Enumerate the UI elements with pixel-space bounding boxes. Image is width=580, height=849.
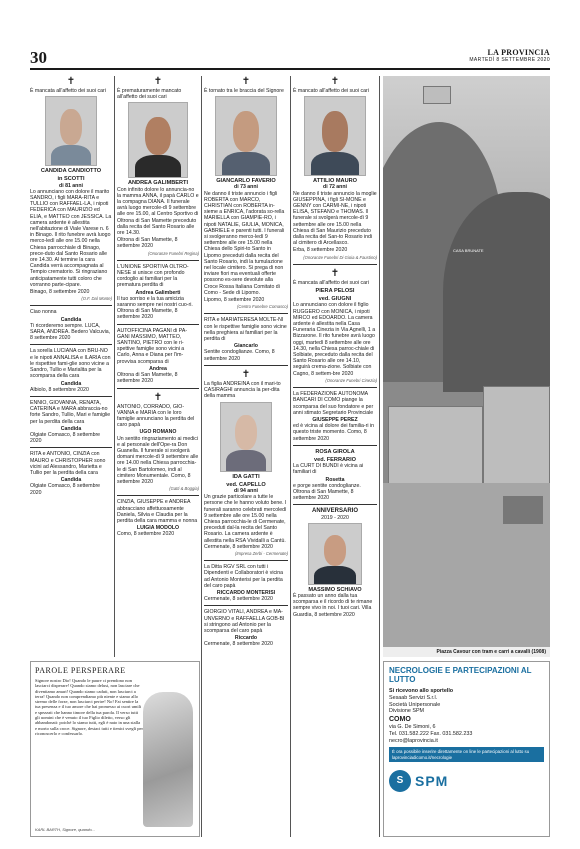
ad-company: Sesaab Servizi S.r.l. [389,694,438,701]
notice-body: È passato un anno dalla tua scomparsa e il ricordo di te rimane sempre vivo in noi. I tuoi cari. Villa Guardia, 8 settembre 2020 [293,592,373,618]
obituary-column-2 [117,76,199,657]
portrait-photo [220,402,272,472]
portrait-photo [215,96,277,176]
notice-text: La sorella LUCIANA con BRU-NO e le nipoti ANNALISA e ILARIA con le rispettive fami-glie sono vicine a Sandro, Tullio e Marialita per la scomparsa della cara [30,348,111,380]
notice-name: LUIGIA MODOLO [136,525,180,532]
photo-caption: Piazza Cavour con tram e carri a cavalli (1908) [383,647,550,657]
obituary-column-4 [293,76,377,837]
column-divider [114,76,115,657]
notice-place-date: Erba, 8 settembre 2020 [293,247,348,254]
notice-body: Ne danno il triste annuncio la moglie GIUSEPPINA, i figli SI-MONE e GENNY con CARMI-NE, i nipoti ELISA, STEFANO e THOMAS. Il funerale si svolgerà mercole-dì 9 settembre alle ore 15.00 nella Chiesa di San Maurizio preceduto dalla recita del San-to Rosario indi al cimitero di Arcellasco. [293,190,377,247]
notice-text: GIORGIO VITALI, ANDREA e MA-UNVERNO e RAFFAELLA GOB-BI si stringono ad Antonio per la scomparsa del caro papà [204,609,285,634]
notice-place-date: Olgiate Comasco, 8 settembre 2020 [30,431,101,445]
anniversary-years: 2019 - 2020 [321,514,349,521]
notice-place-date: Oltrona di San Mamette, 8 settembre 2020 [117,237,178,250]
funeral-home-credit: (Onoranze Funebri Regina) [148,250,199,256]
deceased-name: PIERA PELOSI [315,288,355,295]
notice-text: La figlia ANDREINA con il mari-to CASIRAGHI annuncia la per-dita della mamma [204,380,281,400]
notice-body: Con infinito dolore lo annuncia-no la mamma ANNA, il papà CARLO e la compagna DIANA. Il funerale avrà luogo mercole-dì 9 settembre alle ore 15.00, al Centro Sportivo di Oltrona di San Mamette preceduto dalla recita del Santo Rosario alle ore 14.30. [117,186,199,237]
cross-icon: ✝ [66,76,76,87]
notice-text: La FEDERAZIONE AUTONOMA BANCARI DI COMO piange la scomparsa del suo fondatore e per anni stimato Segretario Provinciale [293,391,374,416]
notice-text: ed è vicina al dolore dei familia-ri in questo triste momento. Como, 8 settembre 2020 [293,423,375,442]
notice-place-date: Albiolo, 8 settembre 2020 [30,386,89,393]
notice-text: Il tuo sorriso e la tua amicizia saranno sempre nei nostri cuo-ri. Oltrona di San Mamette, 8 settembre 2020 [117,295,193,321]
notice-text: Un sentito ringraziamento ai medici e al personale dell'Ope-ra Don Guanella. Il funerale si svolgerà domani mercole-dì 9 settembre alle ore 14.00 nella Chiesa parrocchia-le di San Bartolomeo, indi al cimitero Monumentale. Como, 8 settembre 2020 [117,435,199,485]
ad-lead: Si ricevono allo sportello [389,688,454,694]
opening-line: È mancata all'affetto dei suoi cari [30,88,106,94]
notice-place-date: Olgiate Comasco, 8 settembre 2020 [30,483,101,496]
funeral-home-credit: (Onoranze Funebri Cinezia) [325,377,377,383]
notice-name: Rosetta [325,476,345,483]
notice-text: AUTOFFICINA PAGANI di PA-GANI MASSIMO, MATTEO, SANTINO, PIETRO con le ri-spettive famiglie sono vicini a Carlo, Anna e Diana per l'im-provvisa scomparsa di [117,327,188,365]
notice-place-date: Como, 8 settembre 2020 [117,531,175,538]
deceased-married-name: ved. CAPELLO [226,481,266,488]
deceased-age: di 72 anni [323,184,347,191]
deceased-age: di 94 anni [234,487,258,494]
notice-name: Giancarlo [234,343,258,350]
ad-title: NECROLOGIE E PARTECIPAZIONI AL LUTTO [389,666,532,684]
notice-name: RICCARDO MONTERISI [216,589,276,596]
funeral-home-credit: (Impresa Zerbi - Cermenate) [234,550,288,556]
opening-line: È tornato tra le braccia del Signore [204,88,284,94]
deceased-married-name: ved. GIUGNI [318,296,352,303]
notice-place-date: Oltrona di San Mamette, 8 settembre 2020 [117,372,178,385]
portrait-photo [304,96,366,176]
funeral-home-credit: (Gatti & Boggia) [169,486,199,492]
obituary-column-1 [30,76,112,657]
deceased-married-name: ved. FERRARIO [314,456,356,463]
notice-body: Lo annunciano con dolore il figlio RUGGERO con MONICA, i nipoti MIRCO ed EDOARDO. La camera ardente è allestita nella Casa Funeraria Cinezia in Via Agnelli, 1 a Bizzarone. Il rito funebre avrà luogo oggi, martedì 8 settembre alle ore 14.30, nella Chiesa parroc-chiale di Solbiate, preceduto dalla recita del Santo Rosario alle ore 14.10, seguirà crema-zione. Solbiate con Cagno, 8 settem-bre 2020 [293,302,376,377]
issue-date: MARTEDÌ 8 SETTEMBRE 2020 [469,57,550,63]
cross-icon: ✝ [153,391,163,403]
notice-text: La CURT DI BUNDI è vicina ai familiari di [293,463,364,476]
notice-place-date: Lipomo, 8 settembre 2020 [204,297,265,304]
portrait-photo [45,96,97,166]
cross-icon: ✝ [241,368,251,380]
spm-logo-text: SPM [415,773,449,790]
notice-text: Sentite condoglianze. Como, 8 settembre 2020 [204,349,275,362]
column-divider [379,76,380,837]
notice-name: Candida [60,380,82,387]
notice-name: GIUSEPPE PEREZ [312,416,358,423]
cross-icon: ✝ [330,267,340,279]
notice-body: Ne danno il triste annuncio i figli ROBERTA con MARCO, CHRISTIAN con ROBERTA in-sieme a ENRICA, l'adorata so-rella MARIELLA con GIAMPIE-RO, i nipoti NATALIE, GIULIA, MONICA, GABRIELE e parenti tutti. I funerali si svolgeranno merco-ledì 9 settembre alle ore 15.00 nella Chiesa dello Spiri-to Santo in Lipomo preceduti dalla recita del Santo Rosario, indi la tumulazione nel locale cimitero. Si prega di non inviare fiori ma eventuali offerte possono es-sere devolute alla Croce Rossa Italiana Comitato di Como - Sede di Lipomo. [204,190,285,296]
notice-name: Candida [60,477,82,484]
ad-online-note: È ora possibile inserire direttamente on line le partecipazioni al lutto su laprovinciadicomo.it/necrologie [389,747,544,762]
notice-text: RITA e ANTONIO, CINZIA con MAURO e CHRISTOPHER sono vicini ad Alessandro, Marietta e Tullio per la perdita della cara [30,451,106,476]
notice-place-date: Binago, 8 settembre 2020 [30,289,90,296]
portrait-photo [308,523,362,585]
deceased-married-name: in SCOTTI [57,176,85,183]
cross-icon: ✝ [241,76,251,87]
notice-place-date: Cermenate, 8 settembre 2020 [204,596,273,603]
notice-text: CINZIA, GIUSEPPE e ANDREA abbracciano affettuosamente Daniela, Silvia e Claudia per la perdita della cara mamma e nonna [117,499,198,524]
notice-name: UGO ROMANO [139,429,177,436]
column-divider [290,76,291,837]
cross-icon: ✝ [330,76,340,87]
deceased-name: MASSIMO SCHIAVO [308,586,362,593]
notice-place-date: Cermenate, 8 settembre 2020 [204,641,273,648]
statue-image [143,692,193,827]
portrait-photo [128,102,188,178]
funeral-home-credit: (O.F. Dal Monte) [81,296,112,302]
ad-city: COMO [389,716,411,724]
masthead [469,48,550,63]
deceased-name: ATTILIO MAURO [312,178,358,185]
photo-inscription: CASA BRUNATE [453,248,484,253]
deceased-name: ANDREA GALIMBERTI [127,180,189,187]
obituary-column-3 [204,76,288,837]
publication-name: LA PROVINCIA [487,48,550,57]
poem-box [30,661,200,837]
notice-text: L'UNIONE SPORTIVA OLTRO-NESE si unisce con profondo cordoglio ai familiari per la prematura perdita di [117,263,189,289]
ad-address: via G. De Simoni, 6 [389,723,436,730]
cross-icon: ✝ [153,76,163,87]
column-divider [201,76,202,837]
poem-text: Signore nostro Dio! Quando le paure ci prendono non lasciarci disperare! Quando siamo delusi, non lasciare che diventiamo amari! Quando siamo caduti, non lasciarci a terra! Quando non comprendiamo più niente e siamo allo stremo delle forze, non lasciarci perire! No! Fai sentire la tua presenza e il tuo amore che hai promesso ai cuori umili e spezzati che hanno timore della tua parola. Il verso tutti gli uomini che è venuto il tuo Figlio diletto, verso gli abbandonati: poiché lo siamo tutti, egli è nato in una stalla e morto sulla croce. Signore, destaci tutti e tienici svegli per riconoscerlo e confessarlo. [35,678,143,736]
deceased-age: di 81 anni [59,182,83,189]
notice-text: RITA e MARIATERESA MOLTE-NI con le rispettive famiglie sono vicine nella preghiera ai familiari per la perdita di [204,317,287,343]
deceased-age: di 73 anni [234,184,258,191]
deceased-name: IDA GATTI [232,473,260,480]
deceased-name: CANDIDA CANDIOTTO [40,168,102,175]
deceased-name: ROSA GIROLA [315,448,355,455]
notice-name: Riccardo [234,635,258,642]
notice-text: Ti ricorderemo sempre. LUCA, SARA, ANDREA. Bedero Valcuvia, 8 settembre 2020 [30,322,111,342]
opening-line: È mancata all'affetto dei suoi cari [293,279,369,286]
notice-name: Andrea Galimberti [135,289,181,296]
anniversary-heading: ANNIVERSARIO [311,508,358,515]
funeral-home-credit: (Centro Funebre Comasco) [237,304,288,310]
notice-text: ANTONIO, CORRADO, GIO-VANNA e MARIA con le loro famiglie annunciano la perdita del caro papà [117,403,195,429]
ad-company-type: Società Unipersonale [389,701,441,708]
opening-line: È mancato all'affetto dei suoi cari [293,88,369,94]
page-number: 30 [30,48,47,67]
ad-division: Divisione SPM [389,708,425,715]
spm-logo [389,770,544,792]
page-header [30,50,550,70]
notice-body: Lo annunciano con dolore il marito SANDRO, i figli MARA-RITA e TULLIO con RAFFAEL-LA, i nipoti FEDERICA con MAURIZIO ed ELIA, e MATTEO con JESSICA. La camera ardente è allestita nell'abitazione di Viale Varese n. 6 in Binago. Il rito funebre avrà luogo merco-ledì alle ore 15.00 nella Chiesa parrocchiale di Binago, prece-duto dal Santo Rosario alle ore 14.30. Al termine la cara Candida verrà accompagnata al Tempio crematorio. Si ringraziano anticipatamente tutti coloro che vorranno parte-cipare. [30,188,112,288]
ad-email[interactable]: necro@laprovincia.it [389,737,438,744]
poem-author: KARL BARTH, Signore, quando... [35,827,95,832]
opening-line: È prematuramente mancato all'affetto dei suoi cari [117,88,182,101]
notice-name: Andrea [149,365,167,372]
funeral-home-credit: (Onoranze Funebri Di Gioia & Faustino) [303,254,377,260]
notice-body: Un grazie particolare a tutte le persone che le hanno voluto bene. I funerali saranno celebrati mercoledì 9 settembre alle ore 15.00 nella Chiesa parrocchia-le di Cermenate, preceduti dal-la recita del Santo Rosario. La camera ardente è allestita nella RSA Vividalli a Cantù. Cermenate, 8 settembre 2020 [204,494,287,550]
ad-phone: Tel. 031.582.222 Fax. 031.582.233 [389,730,473,737]
notice-text: Ciao nonna [30,309,57,316]
notice-name: Candida [60,425,82,432]
notice-text: La Ditta RGV SRL con tutti i Dipendenti e Collaboratori è vicina ad Antonio Monterisi per la perdita del caro papà [204,564,284,589]
historic-photo [383,76,550,657]
necrology-ad [383,661,550,837]
notice-text: e porge sentite condoglianze. Oltrona di San Mamette, 8 settembre 2020 [293,482,361,502]
poem-title: PAROLE PERSPERARE [35,666,126,675]
spm-logo-icon: S [389,770,411,792]
notice-name: Candida [60,316,82,323]
deceased-name: GIANCARLO FAVERIO [216,178,276,185]
notice-text: ENNIO, GIOVANNA, RENATA, CATERINA e MARA abbraccia-no forte Sandro, Tullio, Mari e famiglie per la perdita della cara [30,399,111,425]
